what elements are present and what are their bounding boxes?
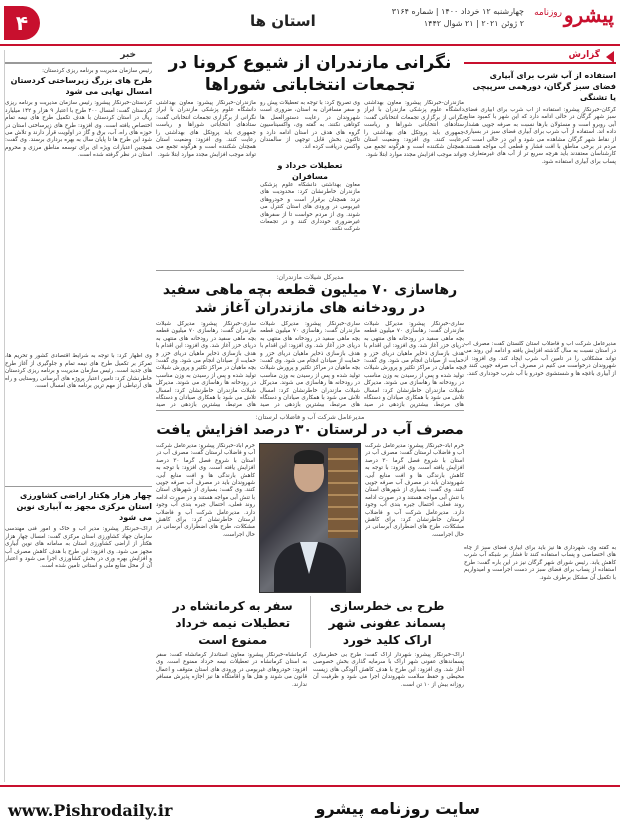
top-story-body-c: معاون بهداشتی دانشگاه علوم پزشکی مازندران خاطرنشان کرد: محدودیت های تردد همچنان برقرار است و خودروهای غیربومی در ورودی های استان کنترل می شوند. وی از مردم خواست تا از سفرهای غیرضروری خودداری کنند و در تجمعات شرکت نکنند. — [260, 182, 360, 233]
website-url[interactable]: www.Pishrodaily.ir — [8, 801, 173, 820]
bottom-headline-right: طرح بی خطرسازی پسماند عفونی شهر اراک کلید خورد — [310, 596, 465, 648]
bottom-body-left: کرمانشاه-خبرنگار پیشرو: معاون استاندار کرمانشاه گفت: سفر به استان کرمانشاه در تعطیلات نیمه خرداد ممنوع است. وی افزود: خودروهای غیربومی در ورودی های استان متوقف و اعمال قانون می شوند و هتل ها و اقامتگاه ها نیز اجازه پذیرش مسافر ندارند. — [156, 652, 307, 688]
news-body-3: اراک-خبرنگار پیشرو: مدیر آب و خاک و امور فنی مهندسی سازمان جهاد کشاورزی استان مرکزی گفت: امسال چهار هزار هکتار از اراضی کشاورزی استان به سامانه های نوین آبیاری مجهز می شود. وی افزود: این طرح با هدف کاهش مصرف آب و افزایش بهره وری در بخش کشاورزی اجرا می شود و اعتبار آن از محل منابع ملی و استانی تامین شده است. — [5, 526, 152, 570]
news-label: خبر — [5, 50, 152, 64]
date-line-1: چهارشنبه ۱۲ خرداد ۱۴۰۰ | شماره ۳۱۶۴ — [391, 7, 524, 16]
story-3-body-col-2: خرم آباد-خبرنگار پیشرو: مدیرعامل شرکت آب و فاضلاب لرستان گفت: مصرف آب در استان با شروع فصل گرما ۳۰ درصد افزایش یافته است. وی افزود: با توجه به کاهش بارندگی ها و افت منابع آبی، شهروندان باید در مصرف آب صرفه جویی کنند. وی گفت: بسیاری از شهرهای استان با تنش آبی مواجه هستند و در صورت ادامه روند فعلی، احتمال جیره بندی آب وجود دارد. مدیرعامل شرکت آب و فاضلاب لرستان خاطرنشان کرد: برای کاهش مشکلات، طرح های اضطراری آبرسانی در حال اجراست. — [156, 443, 255, 538]
story-3 — [156, 410, 464, 593]
report-body-3: به گفته وی، شهرداری ها نیز باید برای آبیاری فضای سبز از چاه های اختصاصی و پساب استفاده کنند تا فشار بر شبکه آب شرب کاهش یابد. رئیس شورای شهر گرگان نیز در این باره گفت: طرح استفاده از پساب برای فضای سبز در دست اجراست و امیدواریم با تکمیل آن مشکل برطرف شود. — [464, 545, 616, 581]
left-column — [4, 50, 152, 782]
news-headline-2: چهار هزار هکتار اراضی کشاورزی استان مرکزی مجهز به آبیاری نوین می شود — [16, 491, 152, 523]
top-story-body-a: مازندران-خبرنگار پیشرو: معاون بهداشتی دانشگاه علوم پزشکی مازندران با ابراز نگرانی از برگزاری تجمعات انتخاباتی گفت: ستادهای انتخاباتی شوراها و ریاست جمهوری باید پروتکل های بهداشتی را رعایت کنند. وی افزود: وضعیت استان همچنان شکننده است و هرگونه تجمع می تواند موجب افزایش مجدد موارد ابتلا شود. — [364, 100, 464, 158]
report-label: گزارش — [464, 50, 616, 64]
news-body-1: کردستان-خبرنگار پیشرو: رئیس سازمان مدیریت و برنامه ریزی کردستان گفت: امسال ۴۰۰ طرح با اعتبار ۹ هزار و ۱۴۲ میلیارد ریال در استان کردستان با هدف تکمیل طرح های نیمه تمام اختصاص یافته است. وی افزود: طرح های زیرساختی استان در حوزه های راه، آب، برق و گاز در اولویت قرار دارند و تلاش می شود این طرح ها تا پایان سال به بهره برداری برسند. وی گفت: همچنین اعتبارات ویژه ای برای توسعه مناطق مرزی و محروم استان در نظر گرفته شده است. — [5, 100, 152, 159]
page-number: ۴ — [4, 6, 40, 40]
label-arrow-icon — [606, 51, 614, 63]
news-intro: رئیس سازمان مدیریت و برنامه ریزی کردستان: — [42, 68, 152, 74]
bottom-headlines — [156, 596, 464, 648]
story-3-headline: مصرف آب در لرستان ۳۰ درصد افزایش یافت — [156, 422, 464, 438]
bottom-headline-left: سفر به کرمانشاه در تعطیلات نیمه خرداد ممنوع است — [172, 599, 293, 647]
website-label: سایت روزنامه پیشرو — [315, 799, 480, 818]
report-body-2: مدیرعامل شرکت آب و فاضلاب استان گلستان گفت: مصرف آب در استان نسبت به سال گذشته افزایش یافته و ادامه این روند می تواند مشکلاتی را در تامین آب شرب ایجاد کند. وی افزود: از شهروندان درخواست می کنیم در مصرف آب صرفه جویی کنند و از آبیاری باغچه ها و شستشوی خودرو با آب شرب خودداری کنند. — [464, 341, 616, 377]
story-2 — [156, 270, 464, 409]
story-3-columns — [156, 443, 464, 593]
story-3-kicker: مدیرعامل شرکت آب و فاضلاب لرستان: — [255, 413, 365, 421]
news-body-2: وی اظهار کرد: با توجه به شرایط اقتصادی کشور و تحریم ها، تمرکز بر تکمیل طرح های نیمه تمام و جلوگیری از آغاز طرح های جدید است. رئیس سازمان مدیریت و برنامه ریزی کردستان خاطرنشان کرد: تامین اعتبار پروژه های آبرسانی روستایی و راه های ارتباطی از مهم ترین برنامه های امسال است. — [5, 353, 152, 390]
story-2-headline: رهاسازی ۷۰ میلیون قطعه بچه ماهی سفید در رودخانه های مازندران آغاز شد — [162, 282, 458, 316]
section-title: استان ها — [250, 12, 316, 30]
top-story-body-d: مازندران-خبرنگار پیشرو: معاون بهداشتی دانشگاه علوم پزشکی مازندران با ابراز نگرانی از برگزاری تجمعات انتخاباتی گفت: ستادهای انتخاباتی شوراها و ریاست جمهوری باید پروتکل های بهداشتی را رعایت کنند. وی افزود: وضعیت استان همچنان شکننده است و هرگونه تجمع می تواند موجب افزایش مجدد موارد ابتلا شود. — [156, 100, 256, 158]
top-story-body-b: وی تصریح کرد: با توجه به تعطیلات پیش رو و سفر مسافران به استان، ضروری است شهروندان در رعایت دستورالعمل ها کوتاهی نکنند. به گفته وی، واکسیناسیون گروه های هدف در استان ادامه دارد و تاکنون بخش قابل توجهی از سالمندان واکسن دریافت کرده اند. — [260, 100, 360, 151]
news-headline-1: طرح های بزرگ زیرساختی کردستان امسال نهایی می شود — [10, 76, 152, 97]
date-line-2: ۲ ژوئن ۲۰۲۱ | ۲۱ شوال ۱۴۴۲ — [423, 19, 524, 28]
story-2-body-col-1: ساری-خبرنگار پیشرو: مدیرکل شیلات مازندران گفت: رهاسازی ۷۰ میلیون قطعه بچه ماهی سفید در رودخانه های منتهی به دریای خزر آغاز شد. وی افزود: این اقدام با هدف بازسازی ذخایر ماهیان دریای خزر و حمایت از صیادان انجام می شود. وی گفت: بچه ماهیان در مراکز تکثیر و پرورش شیلات تولید شده و پس از رسیدن به وزن مناسب در رودخانه ها رهاسازی می شوند. مدیرکل شیلات مازندران خاطرنشان کرد: امسال تلاش می شود با همکاری صیادان و دستگاه های مرتبط، بیشترین بازدهی در صید — [364, 321, 464, 409]
report-body-1: گرگان-خبرنگار پیشرو: استفاده از آب شرب برای آبیاری فضای سبز شهر گرگان در حالی ادامه دارد که این شهر با کمبود منابع آبی روبرو است و مسئولان بارها نسبت به صرفه جویی هشدار داده اند. استفاده از آب شرب برای آبیاری فضای سبز در بسیاری از نقاط شهر گرگان مشاهده می شود و این در حالی است که مردم در برخی مناطق با افت فشار و قطعی آب مواجه هستند. کارشناسان معتقدند باید هرچه سریع تر از آب های غیرمتعارف و پساب برای آبیاری استفاده شود. — [464, 107, 616, 165]
top-story-columns — [156, 100, 464, 290]
top-story-subhead: تعطیلات خرداد و مسافران — [277, 161, 343, 181]
page-footer — [0, 785, 620, 837]
official-photo — [259, 443, 361, 593]
story-2-columns — [156, 321, 464, 409]
newspaper-logo: پیشرو — [563, 3, 614, 27]
divider — [5, 486, 152, 487]
story-2-body-col-2: ساری-خبرنگار پیشرو: مدیرکل شیلات مازندران گفت: رهاسازی ۷۰ میلیون قطعه بچه ماهی سفید در رودخانه های منتهی به دریای خزر آغاز شد. وی افزود: این اقدام با هدف بازسازی ذخایر ماهیان دریای خزر و حمایت از صیادان انجام می شود. وی گفت: بچه ماهیان در مراکز تکثیر و پرورش شیلات تولید شده و پس از رسیدن به وزن مناسب در رودخانه ها رهاسازی می شوند. مدیرکل شیلات مازندران خاطرنشان کرد: امسال تلاش می شود با همکاری صیادان و دستگاه های مرتبط، بیشترین بازدهی در صید — [260, 321, 360, 409]
story-3-body-col-1: خرم آباد-خبرنگار پیشرو: مدیرعامل شرکت آب و فاضلاب لرستان گفت: مصرف آب در استان با شروع فصل گرما ۳۰ درصد افزایش یافته است. وی افزود: با توجه به کاهش بارندگی ها و افت منابع آبی، شهروندان باید در مصرف آب صرفه جویی کنند. وی گفت: بسیاری از شهرهای استان با تنش آبی مواجه هستند و در صورت ادامه روند فعلی، احتمال جیره بندی آب وجود دارد. مدیرعامل شرکت آب و فاضلاب لرستان خاطرنشان کرد: برای کاهش مشکلات، طرح های اضطراری آبرسانی در حال اجراست. — [365, 443, 464, 538]
story-2-body-col-3: ساری-خبرنگار پیشرو: مدیرکل شیلات مازندران گفت: رهاسازی ۷۰ میلیون قطعه بچه ماهی سفید در رودخانه های منتهی به دریای خزر آغاز شد. وی افزود: این اقدام با هدف بازسازی ذخایر ماهیان دریای خزر و حمایت از صیادان انجام می شود. وی گفت: بچه ماهیان در مراکز تکثیر و پرورش شیلات تولید شده و پس از رسیدن به وزن مناسب در رودخانه ها رهاسازی می شوند. مدیرکل شیلات مازندران خاطرنشان کرد: امسال تلاش می شود با همکاری صیادان و دستگاه های مرتبط، بیشترین بازدهی در صید — [156, 321, 256, 409]
logo-prefix: روزنامه — [534, 8, 562, 18]
right-column — [464, 50, 616, 782]
date-block — [392, 6, 524, 30]
bottom-bodies — [156, 652, 464, 782]
story-2-kicker: مدیرکل شیلات مازندران: — [276, 273, 344, 281]
top-story — [156, 52, 464, 290]
page-header — [0, 0, 620, 46]
bottom-body-right: اراک-خبرنگار پیشرو: شهردار اراک گفت: طرح بی خطرسازی پسماندهای عفونی شهر اراک با سرمایه گذاری بخش خصوصی آغاز شد. وی افزود: این طرح با هدف کاهش آلودگی های زیست محیطی و حفظ سلامت شهروندان اجرا می شود و ظرفیت آن روزانه بیش از ۱۰ تن است. — [313, 652, 464, 688]
report-headline: استفاده از آب شرب برای آبیاری فضای سبز گرگان، دورهمی سرپیچی یا تشنگی — [472, 71, 616, 102]
top-story-headline: نگرانی مازندران از شیوع کرونا در تجمعات انتخاباتی شوراها — [168, 53, 452, 95]
top-story-middle-col — [260, 100, 360, 290]
